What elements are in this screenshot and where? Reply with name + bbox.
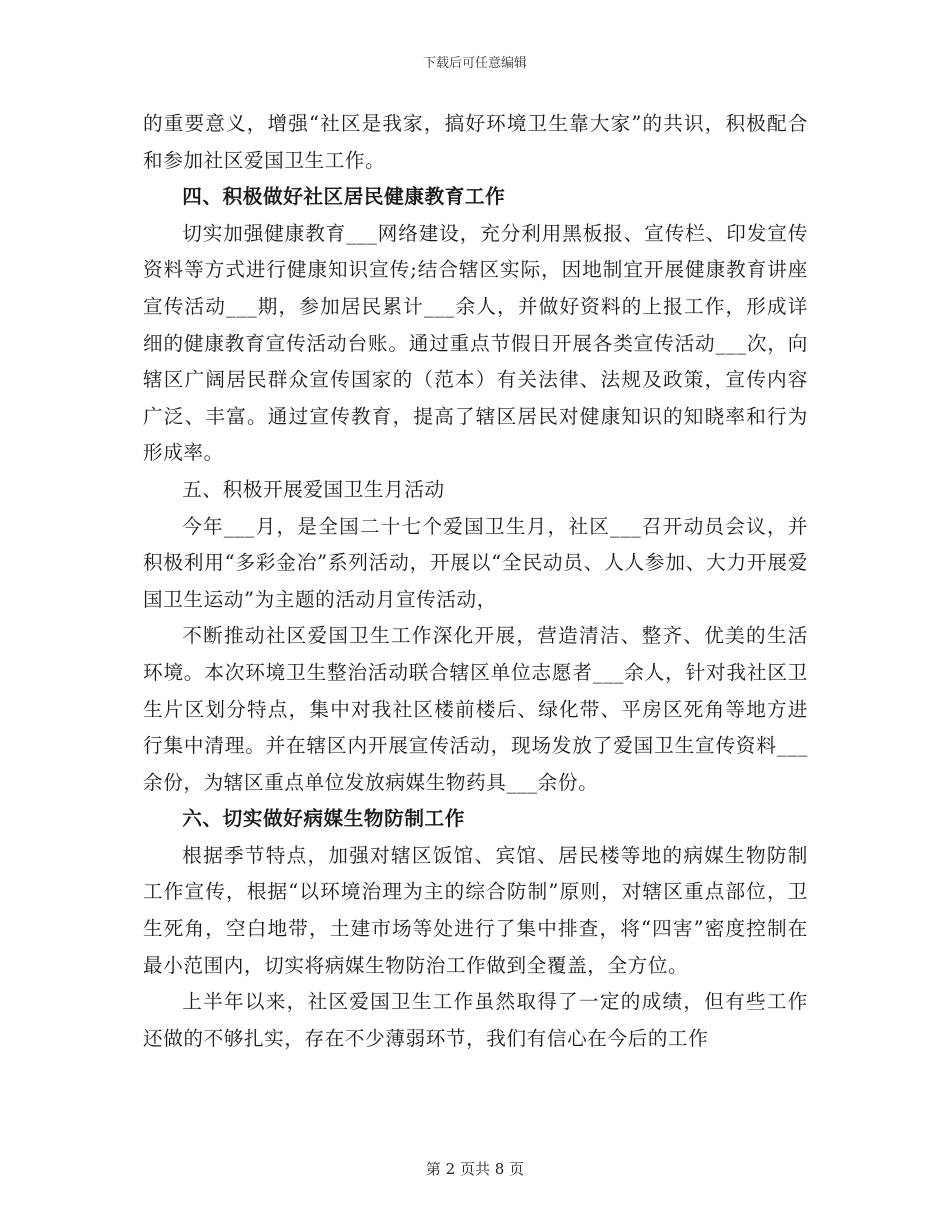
section-heading: 四、积极做好社区居民健康教育工作 <box>182 185 506 209</box>
paragraph: 切实加强健康教育___网络建设，充分利用黑板报、宣传栏、印发宣传资料等方式进行健康知识宣传;结合辖区实际，因地制宜开展健康教育讲座宣传活动___期，参加居民累计___余人，并做好资料的上报工作，形成详细的健康教育宣传活动台账。通过重点节假日开展各类宣传活动___次，向辖区广阔居民群众宣传国家的（范本）有关法律、法规及政策，宣传内容广泛、丰富。通过宣传教育，提高了辖区居民对健康知识的知晓率和行为形成率。 <box>143 221 808 465</box>
paragraph: 上半年以来，社区爱国卫生工作虽然取得了一定的成绩，但有些工作还做的不够扎实，存在不少薄弱环节，我们有信心在今后的工作 <box>143 990 808 1050</box>
paragraph: 根据季节特点，加强对辖区饭馆、宾馆、居民楼等地的病媒生物防制工作宣传，根据“以环境治理为主的综合防制”原则，对辖区重点部位，卫生死角，空白地带，土建市场等处进行了集中排查，将“四害”密度控制在最小范围内，切实将病媒生物防治工作做到全覆盖，全方位。 <box>143 843 808 977</box>
paragraph: 的重要意义，增强“社区是我家，搞好环境卫生靠大家”的共识，积极配合和参加社区爱国卫生工作。 <box>143 112 808 172</box>
page-header: 下载后可任意编辑 <box>422 56 527 71</box>
paragraph: 今年___月，是全国二十七个爱国卫生月，社区___召开动员会议，并积极利用“多彩金冶”系列活动，开展以“全民动员、人人参加、大力开展爱国卫生运动”为主题的活动月宣传活动， <box>143 514 808 611</box>
section-heading: 五、积极开展爱国卫生月活动 <box>182 477 445 501</box>
paragraph: 不断推动社区爱国卫生工作深化开展，营造清洁、整齐、优美的生活环境。本次环境卫生整治活动联合辖区单位志愿者___余人，针对我社区卫生片区划分特点，集中对我社区楼前楼后、绿化带、平房区死角等地方进行集中清理。并在辖区内开展宣传活动，现场发放了爱国卫生宣传资料___余份，为辖区重点单位发放病媒生物药具___余份。 <box>143 624 808 794</box>
page-footer: 第 2 页共 8 页 <box>425 1160 525 1178</box>
section-heading: 六、切实做好病媒生物防制工作 <box>182 807 465 831</box>
document-body <box>143 106 808 1057</box>
